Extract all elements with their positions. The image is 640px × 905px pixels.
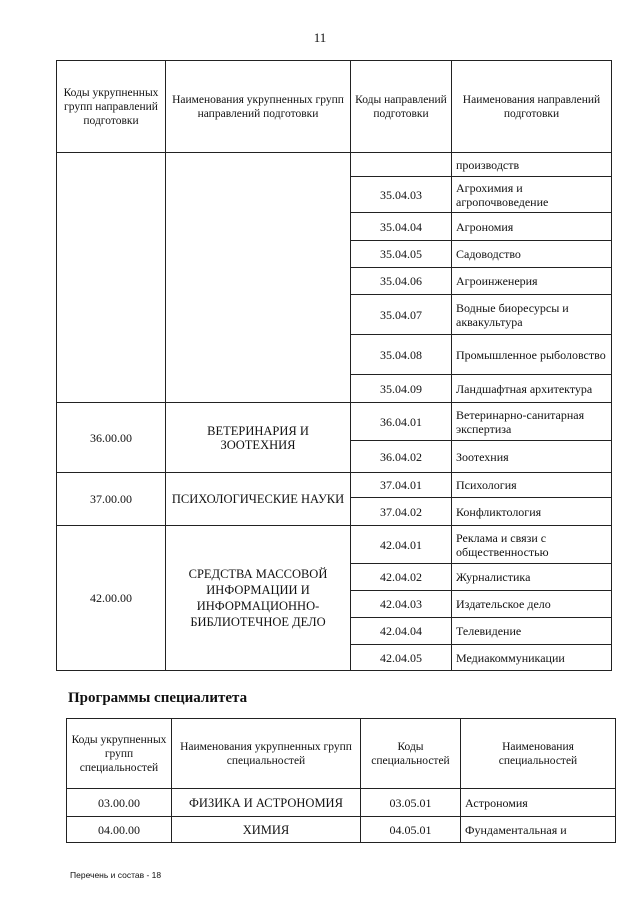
direction-name-cell: Психология [452,473,612,498]
table-header-row [67,719,616,789]
header-direction-name: Наименования направлений подготовки [452,61,612,153]
direction-name-cell: производств [452,153,612,177]
direction-code-cell: 36.04.01 [351,403,452,441]
direction-name-cell: Журналистика [452,564,612,591]
group-code-cell: 04.00.00 [67,817,172,843]
direction-name-cell: Медиакоммуникации [452,645,612,671]
header-specialty-name: Наименования специальностей [461,719,616,789]
section-title: Программы специалитета [68,690,248,706]
specialty-name-cell: Астрономия [461,789,616,817]
group-code-cell: 37.00.00 [57,473,166,526]
masters-programs-table [56,60,612,671]
direction-code-cell: 35.04.07 [351,295,452,335]
table-row [57,526,612,564]
direction-name-cell: Агрохимия и агропочвоведение [452,177,612,213]
table-row [67,789,616,817]
table-row [57,473,612,498]
direction-name-cell: Ландшафтная архитектура [452,375,612,403]
direction-code-cell: 35.04.08 [351,335,452,375]
group-name-cell: ПСИХОЛОГИЧЕСКИЕ НАУКИ [166,473,351,526]
specialty-name-cell: Фундаментальная и [461,817,616,843]
group-code-cell: 42.00.00 [57,526,166,671]
direction-name-cell: Зоотехния [452,441,612,473]
direction-code-cell: 42.04.01 [351,526,452,564]
footer-text: Перечень и состав - 18 [70,870,162,880]
header-group-code: Коды укрупненных групп специальностей [67,719,172,789]
table-row [57,153,612,177]
table-header-row [57,61,612,153]
group-name-cell [166,153,351,403]
direction-name-cell: Издательское дело [452,591,612,618]
direction-name-cell: Агроинженерия [452,268,612,295]
direction-code-cell: 37.04.01 [351,473,452,498]
direction-name-cell: Реклама и связи с общественностью [452,526,612,564]
group-name-cell: СРЕДСТВА МАССОВОЙ ИНФОРМАЦИИ И ИНФОРМАЦИОННО-БИБЛИОТЕЧНОЕ ДЕЛО [166,526,351,671]
direction-code-cell: 35.04.06 [351,268,452,295]
direction-code-cell: 35.04.05 [351,241,452,268]
direction-code-cell: 35.04.03 [351,177,452,213]
group-code-cell [57,153,166,403]
direction-name-cell: Садоводство [452,241,612,268]
direction-name-cell: Телевидение [452,618,612,645]
specialty-code-cell: 04.05.01 [361,817,461,843]
direction-code-cell: 42.04.05 [351,645,452,671]
direction-name-cell: Водные биоресурсы и аквакультура [452,295,612,335]
group-name-cell: ХИМИЯ [172,817,361,843]
direction-code-cell: 42.04.03 [351,591,452,618]
direction-name-cell: Ветеринарно-санитарная экспертиза [452,403,612,441]
direction-code-cell: 36.04.02 [351,441,452,473]
direction-name-cell: Промышленное рыболовство [452,335,612,375]
direction-code-cell: 42.04.02 [351,564,452,591]
table-row [57,403,612,441]
header-group-code: Коды укрупненных групп направлений подготовки [57,61,166,153]
header-group-name: Наименования укрупненных групп направлений подготовки [166,61,351,153]
header-group-name: Наименования укрупненных групп специальностей [172,719,361,789]
specialty-code-cell: 03.05.01 [361,789,461,817]
group-name-cell: ВЕТЕРИНАРИЯ И ЗООТЕХНИЯ [166,403,351,473]
page-number: 11 [313,30,327,45]
header-direction-code: Коды направлений подготовки [351,61,452,153]
specialist-programs-table [66,718,616,843]
direction-code-cell: 35.04.09 [351,375,452,403]
group-name-cell: ФИЗИКА И АСТРОНОМИЯ [172,789,361,817]
direction-name-cell: Конфликтология [452,498,612,526]
direction-name-cell: Агрономия [452,213,612,241]
header-specialty-code: Коды специальностей [361,719,461,789]
direction-code-cell: 35.04.04 [351,213,452,241]
group-code-cell: 03.00.00 [67,789,172,817]
direction-code-cell [351,153,452,177]
group-code-cell: 36.00.00 [57,403,166,473]
table-row [67,817,616,843]
direction-code-cell: 42.04.04 [351,618,452,645]
direction-code-cell: 37.04.02 [351,498,452,526]
